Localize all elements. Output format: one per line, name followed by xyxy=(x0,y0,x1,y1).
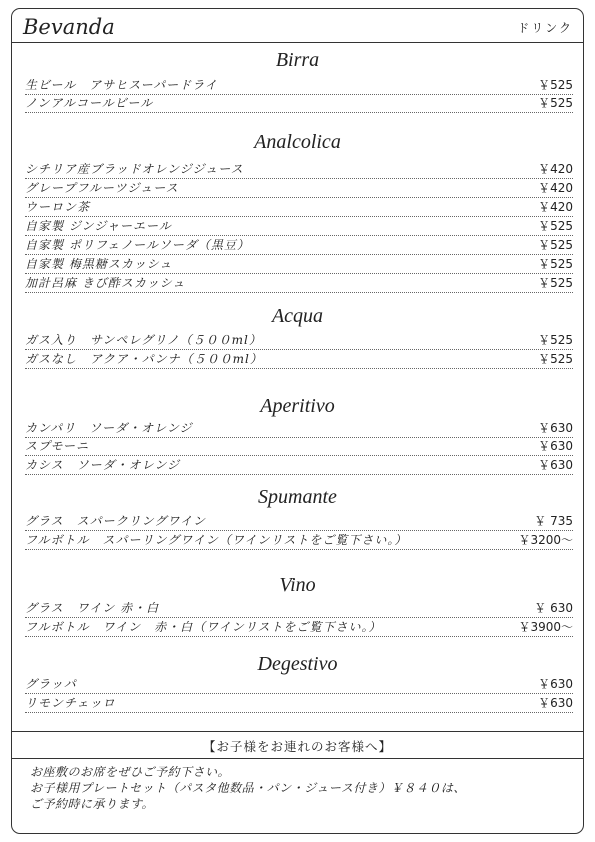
section-title-birra: Birra xyxy=(275,49,320,71)
menu-header xyxy=(12,9,583,43)
item-price: ￥525 xyxy=(538,333,573,347)
menu-item xyxy=(25,95,573,113)
section-title-degestivo: Degestivo xyxy=(257,653,338,675)
item-name: カンパリ ソーダ・オレンジ xyxy=(25,421,193,435)
item-price: ￥420 xyxy=(538,181,573,195)
item-price: ￥630 xyxy=(538,439,573,453)
notice-line: ご予約時に承ります。 xyxy=(30,797,155,811)
item-price: ￥525 xyxy=(538,257,573,271)
notice-banner xyxy=(12,731,583,759)
menu-item xyxy=(25,161,573,179)
item-name: 加計呂麻 きび酢スカッシュ xyxy=(25,276,186,290)
item-name: グラス ワイン 赤・白 xyxy=(25,601,160,615)
item-price: ￥ 630 xyxy=(534,601,573,615)
notice-text xyxy=(30,764,466,812)
item-name: シチリア産ブラッドオレンジジュース xyxy=(25,162,244,176)
item-price: ￥630 xyxy=(538,421,573,435)
menu-frame xyxy=(11,8,584,834)
section-title-aperitivo: Aperitivo xyxy=(260,395,335,417)
notice-line: お子様用プレートセット（パスタ他数品・パン・ジュース付き）￥８４０は、 xyxy=(30,781,466,795)
item-name: カシス ソーダ・オレンジ xyxy=(25,458,181,472)
item-name: 自家製 ポリフェノールソーダ（黒豆） xyxy=(25,238,250,252)
item-price: ￥525 xyxy=(538,96,573,110)
item-price: ￥630 xyxy=(538,458,573,472)
menu-item xyxy=(25,256,573,274)
item-price: ￥630 xyxy=(538,696,573,710)
menu-item xyxy=(25,237,573,255)
item-price: ￥525 xyxy=(538,78,573,92)
item-name: ウーロン茶 xyxy=(25,200,91,214)
menu-item xyxy=(25,695,573,713)
item-price: ￥525 xyxy=(538,352,573,366)
menu-item xyxy=(25,218,573,236)
notice-line: お座敷のお席をぜひご予約下さい。 xyxy=(30,765,231,779)
menu-item xyxy=(25,619,573,637)
item-price: ￥420 xyxy=(538,162,573,176)
item-price: ￥3900～ xyxy=(518,620,573,634)
item-name: 自家製 梅黒糖スカッシュ xyxy=(25,257,173,271)
section-title-spumante: Spumante xyxy=(258,486,337,508)
menu-item xyxy=(25,438,573,456)
item-price: ￥420 xyxy=(538,200,573,214)
item-price: ￥630 xyxy=(538,677,573,691)
menu-title: Bevanda xyxy=(23,15,115,39)
item-name: リモンチェッロ xyxy=(25,696,116,710)
item-name: ガス入り サンペレグリノ（５００ml） xyxy=(25,333,262,347)
menu-item xyxy=(25,532,573,550)
menu-item xyxy=(25,600,573,618)
item-name: ガスなし アクア・パンナ（５００ml） xyxy=(25,352,263,366)
item-name: グレープフルーツジュース xyxy=(25,181,179,195)
section-title-analcolica: Analcolica xyxy=(254,131,341,153)
item-price: ￥525 xyxy=(538,219,573,233)
section-title-vino: Vino xyxy=(279,574,316,596)
menu-item xyxy=(25,457,573,475)
menu-item xyxy=(25,275,573,293)
menu-item xyxy=(25,420,573,438)
item-name: ノンアルコールビール xyxy=(25,96,154,110)
menu-item xyxy=(25,513,573,531)
item-price: ￥525 xyxy=(538,276,573,290)
item-name: フルボトル スパーリングワイン（ワインリストをご覧下さい。） xyxy=(25,533,408,547)
item-name: 生ビール アサヒスーパードライ xyxy=(25,78,218,92)
item-name: スプモーニ xyxy=(25,439,90,453)
menu-item xyxy=(25,351,573,369)
item-price: ￥3200～ xyxy=(518,533,573,547)
menu-item xyxy=(25,332,573,350)
item-name: グラス スパークリングワイン xyxy=(25,514,207,528)
item-price: ￥ 735 xyxy=(534,514,573,528)
item-name: グラッパ xyxy=(25,677,77,691)
menu-subtitle: ドリンク xyxy=(517,21,573,35)
menu-item xyxy=(25,676,573,694)
item-name: フルボトル ワイン 赤・白（ワインリストをご覧下さい。） xyxy=(25,620,382,634)
menu-item xyxy=(25,199,573,217)
menu-item xyxy=(25,180,573,198)
notice-title: 【お子様をお連れのお客様へ】 xyxy=(202,739,392,754)
item-name: 自家製 ジンジャーエール xyxy=(25,219,172,233)
menu-item xyxy=(25,77,573,95)
item-price: ￥525 xyxy=(538,238,573,252)
section-title-acqua: Acqua xyxy=(271,305,324,327)
